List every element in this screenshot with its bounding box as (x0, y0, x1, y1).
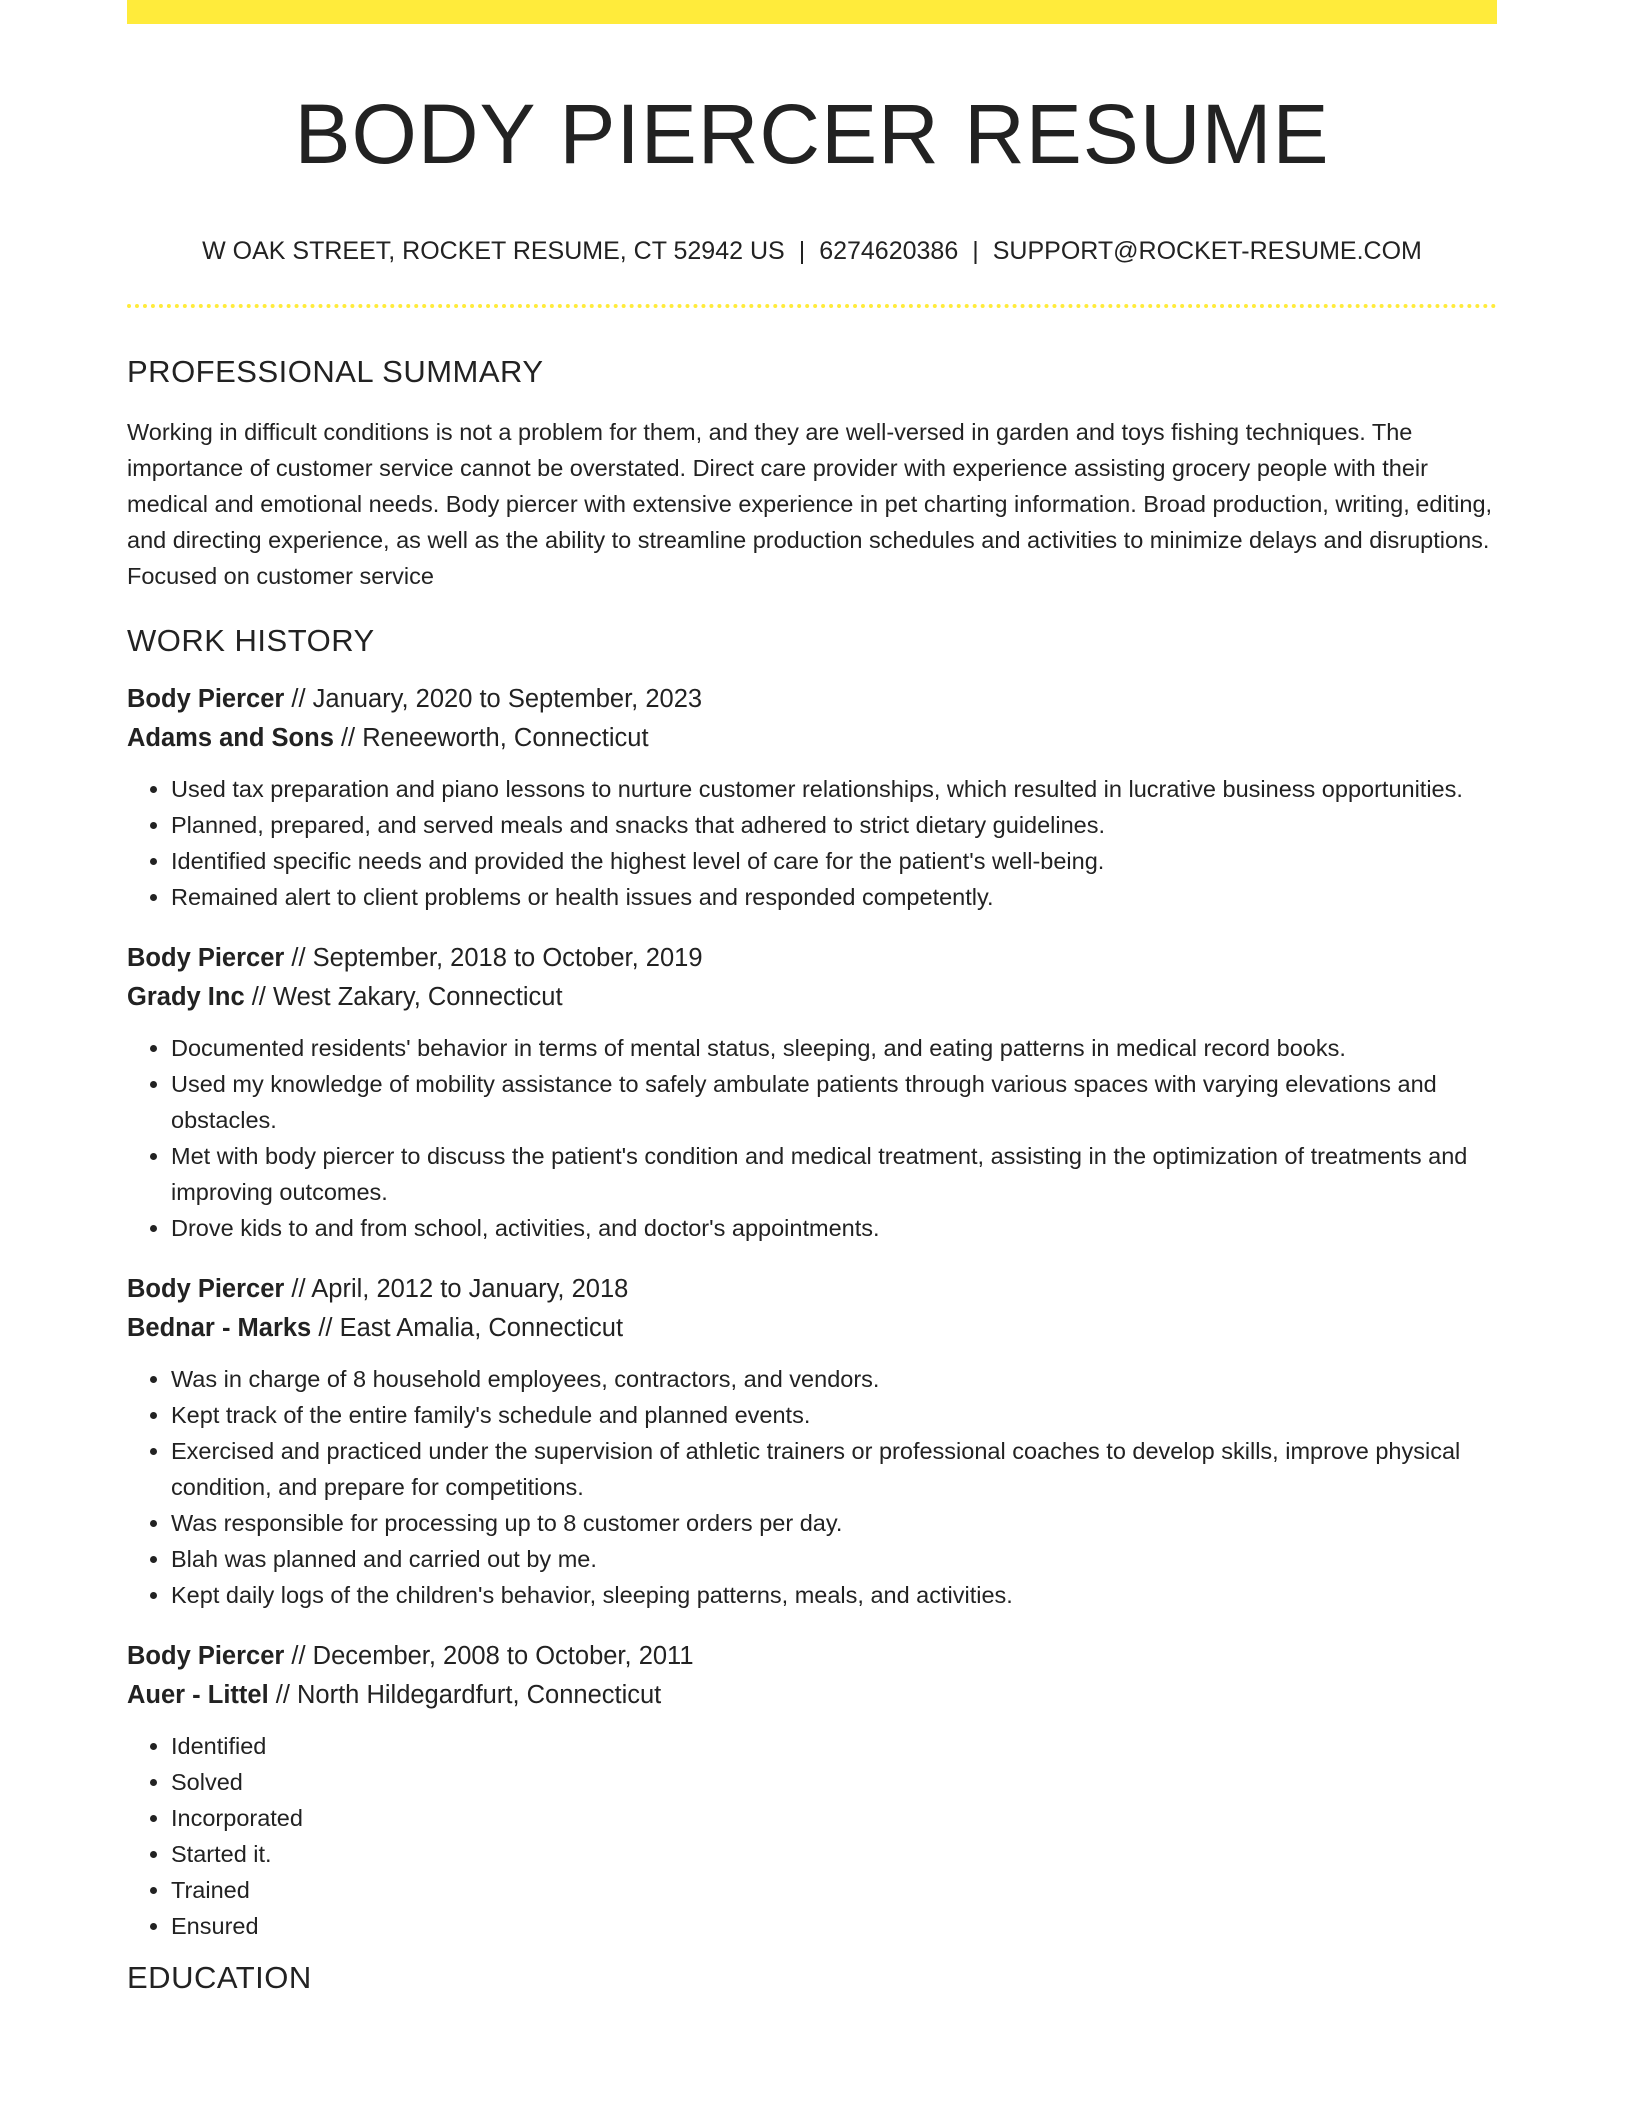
job-title: Body Piercer (127, 1641, 285, 1670)
contact-email: SUPPORT@ROCKET-RESUME.COM (992, 236, 1422, 265)
job-bullet: • Blah was planned and carried out by me. (171, 1541, 1497, 1577)
dotted-divider (127, 304, 1497, 308)
job-bullet: • Solved (171, 1764, 1497, 1800)
contact-separator: | (972, 236, 979, 265)
job-location: // East Amalia, Connecticut (311, 1313, 624, 1342)
resume-content (127, 0, 1497, 1998)
job-bullet: • Was responsible for processing up to 8 customer orders per day. (171, 1505, 1497, 1541)
job-bullet-list (127, 1728, 1497, 1944)
job-title-line (127, 1637, 1497, 1676)
job-bullet: • Documented residents' behavior in terms of mental status, sleeping, and eating patterns in medical record books. (171, 1030, 1497, 1066)
job-bullet: • Incorporated (171, 1800, 1497, 1836)
job-title-line (127, 680, 1497, 719)
job-location: // North Hildegardfurt, Connecticut (268, 1680, 662, 1709)
job-entry (127, 1270, 1497, 1613)
job-entry (127, 1637, 1497, 1944)
job-dates: // December, 2008 to October, 2011 (284, 1641, 694, 1670)
job-title: Body Piercer (127, 1274, 285, 1303)
job-bullet: • Kept track of the entire family's schedule and planned events. (171, 1397, 1497, 1433)
job-location: // West Zakary, Connecticut (244, 982, 563, 1011)
job-bullet: • Identified specific needs and provided the highest level of care for the patient's well-being. (171, 843, 1497, 879)
work-history-heading: WORK HISTORY (127, 623, 375, 659)
job-title-line (127, 1270, 1497, 1309)
job-company: Auer - Littel (127, 1680, 269, 1709)
job-location: // Reneeworth, Connecticut (333, 723, 649, 752)
job-company-line (127, 719, 1497, 758)
job-title: Body Piercer (127, 943, 285, 972)
accent-top-bar (127, 0, 1497, 24)
job-company: Grady Inc (127, 982, 245, 1011)
job-bullet: • Exercised and practiced under the supervision of athletic trainers or professional coaches to develop skills, improve physical condition, and prepare for competitions. (171, 1433, 1497, 1505)
job-company-line (127, 1676, 1497, 1715)
job-company-line (127, 978, 1497, 1017)
job-bullet: • Ensured (171, 1908, 1497, 1944)
job-bullet: • Met with body piercer to discuss the patient's condition and medical treatment, assisting in the optimization of treatments and improving outcomes. (171, 1138, 1497, 1210)
job-company: Bednar - Marks (127, 1313, 312, 1342)
job-company-line (127, 1309, 1497, 1348)
job-bullet: • Kept daily logs of the children's behavior, sleeping patterns, meals, and activities. (171, 1577, 1497, 1613)
education-heading: EDUCATION (127, 1959, 312, 1995)
job-title-line (127, 939, 1497, 978)
summary-text: Working in difficult conditions is not a problem for them, and they are well-versed in garden and toys fishing techniques. The importance of customer service cannot be overstated. Direct care provider with experience assisting grocery people with their medical and emotional needs. Body piercer with extensive experience in pet charting information. Broad production, writing, editing, and directing experience, as well as the ability to streamline production schedules and activities to minimize delays and disruptions. Focused on customer service (127, 419, 1493, 590)
job-bullet: • Drove kids to and from school, activities, and doctor's appointments. (171, 1210, 1497, 1246)
job-company: Adams and Sons (127, 723, 334, 752)
job-dates: // January, 2020 to September, 2023 (284, 684, 703, 713)
job-bullet: • Used tax preparation and piano lessons to nurture customer relationships, which resulted in lucrative business opportunities. (171, 771, 1497, 807)
summary-heading: PROFESSIONAL SUMMARY (127, 354, 544, 390)
resume-title: BODY PIERCER RESUME (294, 87, 1330, 181)
job-bullet-list (127, 1361, 1497, 1613)
contact-address: W OAK STREET, ROCKET RESUME, CT 52942 US (202, 236, 785, 265)
job-bullet: • Started it. (171, 1836, 1497, 1872)
job-bullet: • Trained (171, 1872, 1497, 1908)
job-bullet: • Planned, prepared, and served meals and snacks that adhered to strict dietary guidelines. (171, 807, 1497, 843)
job-bullet: • Remained alert to client problems or health issues and responded competently. (171, 879, 1497, 915)
job-dates: // April, 2012 to January, 2018 (284, 1274, 629, 1303)
contact-separator: | (798, 236, 806, 265)
job-bullet-list (127, 771, 1497, 915)
job-title: Body Piercer (127, 684, 285, 713)
contact-line (127, 235, 1497, 268)
job-dates: // September, 2018 to October, 2019 (284, 943, 703, 972)
job-bullet-list (127, 1030, 1497, 1246)
contact-phone: 6274620386 (819, 236, 959, 265)
job-bullet: • Identified (171, 1728, 1497, 1764)
job-entry (127, 939, 1497, 1246)
job-entry (127, 680, 1497, 915)
job-bullet: • Was in charge of 8 household employees, contractors, and vendors. (171, 1361, 1497, 1397)
job-bullet: • Used my knowledge of mobility assistance to safely ambulate patients through various spaces with varying elevations and obstacles. (171, 1066, 1497, 1138)
